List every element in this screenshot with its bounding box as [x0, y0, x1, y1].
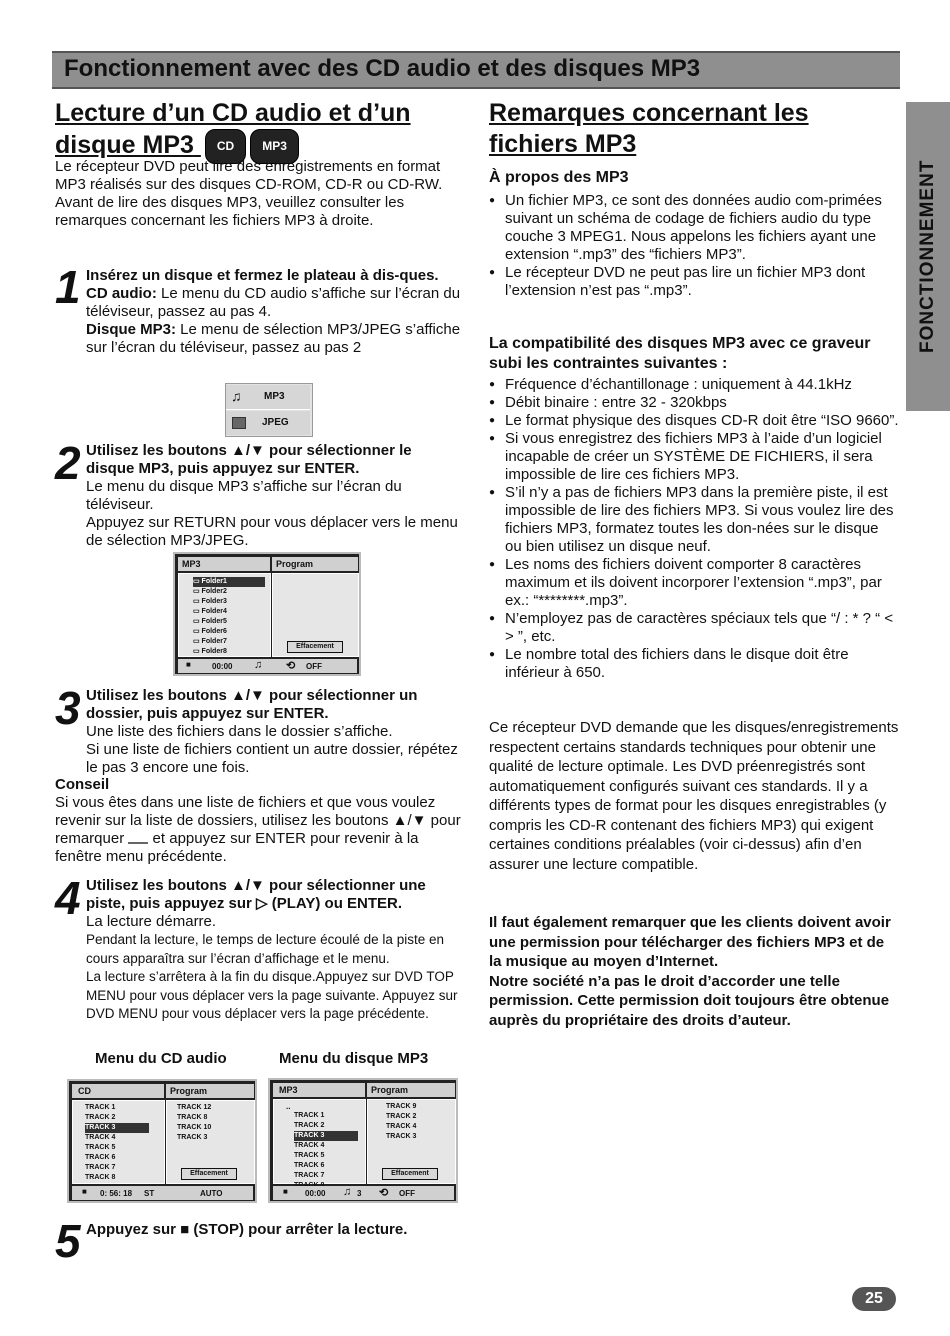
cd-audio: ST [144, 1189, 155, 1198]
mp3-folder-screen [173, 552, 361, 676]
cd-menu-screen [67, 1079, 257, 1203]
banner-title: Fonctionnement avec des CD audio et des disques MP3 [64, 55, 701, 82]
repeat-icon: ⟲ [379, 1187, 389, 1199]
track-item[interactable]: TRACK 5 [85, 1144, 116, 1151]
mp3-jpeg-menu [225, 383, 313, 437]
program-pane [272, 573, 359, 657]
track-item[interactable]: TRACK 1 [294, 1112, 325, 1119]
track-item[interactable]: TRACK 4 [294, 1142, 325, 1149]
folder-list [178, 573, 271, 657]
track-item[interactable]: TRACK 2 [294, 1122, 325, 1129]
left-title-line1: Lecture d’un CD audio et d’un [55, 99, 411, 127]
stop-icon: ■ [186, 660, 191, 669]
right-title-line1: Remarques concernant les [489, 99, 809, 127]
screen-hdr-left: MP3 [178, 557, 270, 571]
folder-item[interactable]: ▭ Folder3 [193, 598, 227, 605]
conseil-title: Conseil [55, 776, 110, 793]
folder-item[interactable]: ▭ Folder5 [193, 618, 227, 625]
program-item[interactable]: TRACK 9 [386, 1103, 417, 1110]
mp3-count: 3 [357, 1189, 362, 1198]
step-1-head: Insérez un disque et fermez le plateau à dis-ques. [86, 267, 439, 284]
conseil-text-a: Si vous êtes dans une liste de fichiers et que vous voulez revenir sur la liste de dossiers, utilisez les boutons ▲/▼ pour remarquer [55, 794, 461, 847]
track-item[interactable]: TRACK 8 [85, 1174, 116, 1181]
step-1 [86, 267, 461, 357]
mp3-screen-footer [273, 1186, 454, 1200]
mp3-effacement-button[interactable]: Effacement [382, 1168, 438, 1180]
step-4-number: 4 [55, 872, 81, 924]
step-3-head: Utilisez les boutons ▲/▼ pour sélectionner un dossier, puis appuyez sur ENTER. [86, 687, 418, 722]
page-number: 25 [852, 1287, 896, 1311]
cd-time: 0: 56: 18 [100, 1189, 133, 1198]
mp3-badge: MP3 [250, 129, 299, 164]
compat-item: ● Les noms des fichiers doivent comporter 8 caractères maximum et ils doivent incorporer l’extension “.mp3”, par ex.: “********.mp3”. [489, 556, 899, 610]
step-2-number: 2 [55, 437, 81, 489]
cd-track-list [72, 1100, 165, 1184]
mp3-repeat: OFF [399, 1189, 415, 1198]
track-item[interactable]: TRACK 1 [85, 1104, 116, 1111]
right-title-line2: fichiers MP3 [489, 130, 637, 158]
side-tab [906, 102, 950, 411]
track-item[interactable]: TRACK 6 [85, 1154, 116, 1161]
effacement-button[interactable]: Effacement [287, 641, 343, 653]
compat-item: ● Fréquence d’échantillonage : uniquement à 44.1kHz [489, 376, 899, 394]
cd-mode: AUTO [200, 1189, 223, 1198]
cd-badge: CD [205, 129, 246, 164]
mp3-track-list [273, 1099, 366, 1184]
compat-list [489, 376, 899, 682]
step-4-small2: La lecture s’arrêtera à la fin du disque.Appuyez sur DVD TOP MENU pour vous déplacer vers la page suivante. Appuyez sur DVD MENU pour vous déplacer vers la page précédente. [86, 969, 458, 1021]
conseil [55, 776, 465, 866]
compat-item: ● Le format physique des disques CD-R doit être “ISO 9660”. [489, 412, 899, 430]
step-1-mp3 [86, 321, 461, 357]
permission-text-2: Notre société n’a pas le droit d’accorder une telle permission. Cette permission doit toujours être obtenue auprès du propriétaire des droits d’auteur. [489, 972, 890, 1029]
track-item[interactable]: TRACK 6 [294, 1162, 325, 1169]
step-4 [86, 877, 461, 1024]
track-item[interactable]: TRACK 7 [85, 1164, 116, 1171]
menu-option-mp3[interactable] [226, 385, 310, 410]
compat-title: La compatibilité des disques MP3 avec ce graveur subi les contraintes suivantes : [489, 335, 871, 372]
track-item[interactable]: TRACK 3 [85, 1123, 149, 1133]
cd-effacement-button[interactable]: Effacement [181, 1168, 237, 1180]
screen-hdr-right: Program [272, 557, 358, 571]
folder-item[interactable]: ▭ Folder1 [193, 577, 265, 587]
mp3-hdr-right: Program [367, 1083, 455, 1097]
stop-icon: ■ [82, 1187, 87, 1196]
track-item[interactable]: TRACK 2 [85, 1114, 116, 1121]
conseil-text [55, 794, 465, 866]
step-2-text2: Appuyez sur RETURN pour vous déplacer vers le menu de sélection MP3/JPEG. [86, 514, 458, 549]
folder-item[interactable]: ▭ Folder6 [193, 628, 227, 635]
right-title [489, 98, 899, 160]
step-5-head: Appuyez sur ■ (STOP) pour arrêter la lecture. [86, 1221, 408, 1238]
music-note-icon: ♫ [343, 1186, 352, 1198]
section-banner [52, 51, 900, 89]
menu-option-jpeg-label: JPEG [262, 417, 289, 428]
step-2-text1: Le menu du disque MP3 s’affiche sur l’écran du téléviseur. [86, 478, 402, 513]
step-3-text1: Une liste des fichiers dans le dossier s’affiche. [86, 723, 393, 740]
standards-paragraph: Ce récepteur DVD demande que les disques/enregistrements respectent certains standards techniques pour obtenir une qualité de lecture optimale. Les DVD préenregistrés sont automatiquement configurés suivant ces standards. Il y a différents types de format pour les disques enregistrables (y compris les CD-R contenant des fichiers MP3) qui exigent certaines conditions préalables (voir ci-dessus) afin d’en assurer une lecture compatible. [489, 719, 899, 873]
program-item[interactable]: TRACK 2 [386, 1113, 417, 1120]
repeat-icon: ⟲ [286, 660, 296, 672]
screen-footer [178, 659, 357, 673]
step-3-text2: Si une liste de fichiers contient un autre dossier, répétez le pas 3 encore une fois. [86, 741, 458, 776]
program-item[interactable]: TRACK 8 [177, 1114, 208, 1121]
apropos-item: ● Le récepteur DVD ne peut pas lire un fichier MP3 dont l’extension n’est pas “.mp3”. [489, 264, 894, 300]
left-title-line2-text: disque MP3 [55, 131, 194, 160]
step-1-cd-label: CD audio: [86, 285, 157, 302]
screen-time: 00:00 [212, 662, 233, 671]
track-item[interactable]: TRACK 7 [294, 1172, 325, 1179]
cd-hdr-right: Program [166, 1084, 254, 1098]
menu-option-jpeg[interactable] [226, 411, 310, 435]
folder-item[interactable]: ▭ Folder4 [193, 608, 227, 615]
step-2 [86, 442, 461, 550]
folder-item[interactable]: ▭ Folder7 [193, 638, 227, 645]
step-1-cd-text: Le menu du CD audio s’affiche sur l’écran du téléviseur, passez au pas 4. [86, 285, 461, 320]
apropos-list [489, 192, 894, 300]
side-tab-label: FONCTIONNEMENT [917, 159, 938, 354]
screen-repeat: OFF [306, 662, 322, 671]
step-1-mp3-label: Disque MP3: [86, 321, 177, 338]
folder-up-icon [128, 834, 148, 844]
cd-screen-footer [72, 1186, 253, 1200]
step-4-text1: La lecture démarre. [86, 913, 217, 930]
program-item[interactable]: TRACK 10 [177, 1124, 212, 1131]
mp3-time: 00:00 [305, 1189, 326, 1198]
compat-item: ● Le nombre total des fichiers dans le disque doit être inférieur à 650. [489, 646, 899, 682]
apropos-title: À propos des MP3 [489, 169, 629, 186]
program-item[interactable]: TRACK 4 [386, 1123, 417, 1130]
menu-option-mp3-label: MP3 [264, 391, 285, 402]
step-2-head: Utilisez les boutons ▲/▼ pour sélectionner le disque MP3, puis appuyez sur ENTER. [86, 442, 412, 477]
compat-item: ● Si vous enregistrez des fichiers MP3 à l’aide d’un logiciel incapable de créer un SYSTÈME DE FICHIERS, il sera impossible de lire ces fichiers MP3. [489, 430, 899, 484]
program-item[interactable]: TRACK 12 [177, 1104, 212, 1111]
step-1-cd [86, 285, 461, 321]
music-note-icon: ♫ [254, 659, 263, 671]
cd-program-pane [166, 1100, 255, 1184]
track-item[interactable]: TRACK 5 [294, 1152, 325, 1159]
left-title [55, 98, 465, 164]
step-4-small1: Pendant la lecture, le temps de lecture écoulé de la piste en cours apparaîtra sur l’écran d’affichage et le menu. [86, 932, 444, 966]
permission-text-1: Il faut également remarquer que les clients doivent avoir une permission pour télécharger des fichiers MP3 et de la musique au moyen d’Internet. [489, 914, 891, 970]
step-3-number: 3 [55, 682, 81, 734]
step-5-number: 5 [55, 1215, 81, 1267]
image-icon [232, 417, 246, 429]
stop-icon: ■ [283, 1187, 288, 1196]
caption-mp3-menu: Menu du disque MP3 [279, 1050, 429, 1067]
step-1-number: 1 [55, 261, 81, 313]
step-4-head: Utilisez les boutons ▲/▼ pour sélectionner une piste, puis appuyez sur ▷ (PLAY) ou ENTER. [86, 877, 426, 912]
music-note-icon: ♫ [231, 388, 242, 404]
track-item[interactable]: TRACK 3 [294, 1131, 358, 1141]
program-item[interactable]: TRACK 3 [177, 1134, 208, 1141]
folder-item[interactable]: ▭ Folder2 [193, 588, 227, 595]
caption-cd-menu: Menu du CD audio [95, 1050, 227, 1067]
compat-item: ● S’il n’y a pas de fichiers MP3 dans la première piste, il est impossible de lire des fichiers MP3. Si vous voulez lire des fichiers MP3, formatez toutes les don-nées sur le disque ou bien utilisez un disque neuf. [489, 484, 899, 556]
track-item[interactable]: TRACK 4 [85, 1134, 116, 1141]
program-item[interactable]: TRACK 3 [386, 1133, 417, 1140]
folder-up-item[interactable]: .. [286, 1102, 291, 1111]
step-3 [86, 687, 461, 777]
mp3-program-pane [367, 1099, 456, 1184]
apropos-item: ● Un fichier MP3, ce sont des données audio com-primées suivant un schéma de codage de fichiers audio du type couche 3 MPEG1. Nous appelons les fichiers ayant une extension “.mp3” des “fichiers MP3”. [489, 192, 894, 264]
conseil-text-b: et appuyez sur ENTER pour revenir à la fenêtre menu précédente. [55, 830, 419, 865]
folder-item[interactable]: ▭ Folder8 [193, 648, 227, 655]
permission-text [489, 913, 894, 1030]
left-intro: Le récepteur DVD peut lire des enregistrements en format MP3 réalisés sur des disques CD-ROM, CD-R ou CD-RW. Avant de lire des disques MP3, veuillez consulter les remarques concernant les fichiers MP3 à droite. [55, 158, 443, 229]
step-1-mp3-text: Le menu de sélection MP3/JPEG s’affiche sur l’écran du téléviseur, passez au pas 2 [86, 321, 461, 356]
compat-item: ● Débit binaire : entre 32 - 320kbps [489, 394, 899, 412]
mp3-menu-screen [268, 1078, 458, 1203]
compat-item: ● N’employez pas de caractères spéciaux tels que “/ : * ? “ < > ”, etc. [489, 610, 899, 646]
mp3-hdr-left: MP3 [273, 1083, 365, 1097]
cd-hdr-left: CD [72, 1084, 164, 1098]
